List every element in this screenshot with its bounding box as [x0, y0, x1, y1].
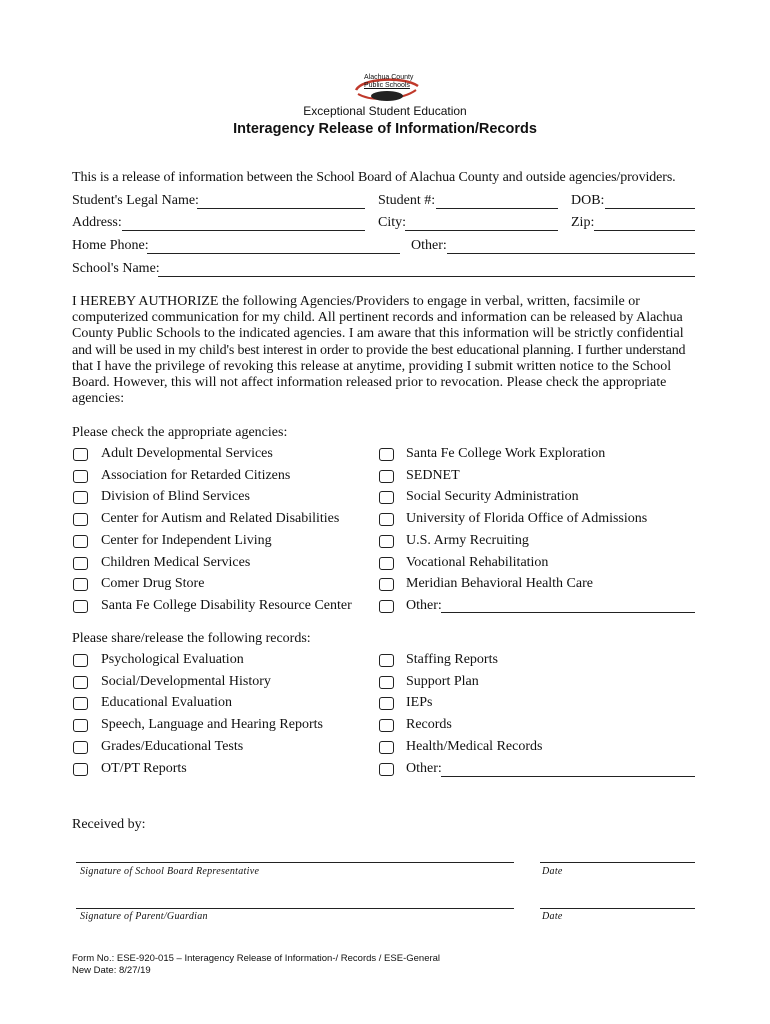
- agencies-heading: Please check the appropriate agencies:: [72, 425, 288, 440]
- record-checkbox[interactable]: [379, 719, 394, 732]
- agency-label: Santa Fe College Work Exploration: [406, 446, 606, 461]
- authorization-paragraph: [72, 294, 685, 407]
- dob-field[interactable]: [605, 208, 695, 209]
- zip-label: Zip:: [571, 215, 595, 230]
- student-number-field[interactable]: [436, 208, 558, 209]
- dob-label: DOB:: [571, 193, 605, 208]
- parent-date-line[interactable]: [540, 908, 695, 909]
- intro-text: This is a release of information between the School Board of Alachua County and outside agencies/providers.: [72, 170, 676, 185]
- rep-date-line[interactable]: [540, 862, 695, 863]
- agency-label: Santa Fe College Disability Resource Center: [101, 598, 352, 613]
- agency-label: Comer Drug Store: [101, 576, 205, 591]
- agency-label: Children Medical Services: [101, 555, 251, 570]
- agency-checkbox[interactable]: [73, 491, 88, 504]
- record-checkbox[interactable]: [379, 697, 394, 710]
- rep-signature-line[interactable]: [76, 862, 514, 863]
- other-contact-label: Other:: [411, 238, 447, 253]
- district-logo: [352, 74, 422, 104]
- form-date: New Date: 8/27/19: [72, 965, 151, 976]
- student-name-field[interactable]: [197, 208, 365, 209]
- agency-label: Association for Retarded Citizens: [101, 468, 291, 483]
- agency-checkbox[interactable]: [379, 491, 394, 504]
- record-checkbox[interactable]: [73, 676, 88, 689]
- record-label: Grades/Educational Tests: [101, 739, 244, 754]
- record-checkbox[interactable]: [379, 654, 394, 667]
- agency-checkbox[interactable]: [379, 557, 394, 570]
- record-label: Speech, Language and Hearing Reports: [101, 717, 323, 732]
- record-label: Support Plan: [406, 674, 479, 689]
- agency-label: SEDNET: [406, 468, 460, 483]
- parent-signature-caption: Signature of Parent/Guardian: [80, 911, 208, 922]
- address-label: Address:: [72, 215, 122, 230]
- records-heading: Please share/release the following records:: [72, 631, 311, 646]
- record-checkbox[interactable]: [73, 719, 88, 732]
- record-label: Psychological Evaluation: [101, 652, 244, 667]
- received-by-label: Received by:: [72, 817, 146, 832]
- record-checkbox[interactable]: [73, 763, 88, 776]
- school-name-label: School's Name:: [72, 261, 160, 276]
- home-phone-label: Home Phone:: [72, 238, 149, 253]
- rep-date-caption: Date: [542, 866, 563, 877]
- record-label: Records: [406, 717, 452, 732]
- agency-label: Social Security Administration: [406, 489, 579, 504]
- agency-label: University of Florida Office of Admissions: [406, 511, 648, 526]
- agency-label: Vocational Rehabilitation: [406, 555, 549, 570]
- agency-label: Center for Autism and Related Disabilities: [101, 511, 340, 526]
- record-checkbox[interactable]: [379, 676, 394, 689]
- page-title: Interagency Release of Information/Records: [233, 121, 537, 137]
- record-label: Social/Developmental History: [101, 674, 271, 689]
- agency-checkbox[interactable]: [73, 448, 88, 461]
- address-field[interactable]: [122, 230, 365, 231]
- record-other-field[interactable]: [441, 776, 695, 777]
- agency-checkbox[interactable]: [379, 535, 394, 548]
- logo-text-line1: Alachua County: [364, 74, 414, 81]
- agency-checkbox[interactable]: [73, 513, 88, 526]
- record-label: Staffing Reports: [406, 652, 498, 667]
- record-checkbox[interactable]: [379, 741, 394, 754]
- zip-field[interactable]: [594, 230, 695, 231]
- agency-other-field[interactable]: [441, 612, 695, 613]
- authorization-line: and will be used in my child's best interest in order to provide the best educational planning. I further understand: [72, 342, 686, 358]
- agency-checkbox[interactable]: [379, 600, 394, 613]
- agency-checkbox[interactable]: [73, 470, 88, 483]
- authorization-line: I HEREBY AUTHORIZE the following Agencies/Providers to engage in verbal, written, facsimile or: [72, 294, 640, 309]
- other-contact-field[interactable]: [447, 253, 695, 254]
- record-label: OT/PT Reports: [101, 761, 187, 776]
- agency-other-label: Other:: [406, 598, 442, 613]
- authorization-line: computerized communication for my child. All pertinent records and information can be released by Alachua: [72, 310, 683, 326]
- record-checkbox[interactable]: [73, 697, 88, 710]
- agency-checkbox[interactable]: [379, 448, 394, 461]
- form-number: Form No.: ESE-920-015 – Interagency Release of Information-/ Records / ESE-General: [72, 953, 441, 964]
- agency-checkbox[interactable]: [73, 600, 88, 613]
- record-label: Health/Medical Records: [406, 739, 543, 754]
- agency-label: Adult Developmental Services: [101, 446, 273, 461]
- home-phone-field[interactable]: [147, 253, 400, 254]
- agency-checkbox[interactable]: [73, 557, 88, 570]
- agency-label: U.S. Army Recruiting: [406, 533, 529, 548]
- agency-label: Division of Blind Services: [101, 489, 250, 504]
- logo-text-line2: Public Schools: [364, 82, 410, 89]
- authorization-line: Board. However, this will not affect information released prior to revocation. Please check the appropriate: [72, 375, 667, 391]
- authorization-line: County Public Schools to the indicated agencies. I am aware that this information will be strictly confidential: [72, 326, 684, 342]
- agency-checkbox[interactable]: [73, 578, 88, 591]
- record-checkbox[interactable]: [73, 654, 88, 667]
- record-label: IEPs: [406, 695, 433, 710]
- record-other-label: Other:: [406, 761, 442, 776]
- agency-checkbox[interactable]: [379, 470, 394, 483]
- authorization-line: that I have the privilege of revoking this release at anytime, providing I submit written notice to the School: [72, 358, 672, 374]
- record-label: Educational Evaluation: [101, 695, 233, 710]
- parent-date-caption: Date: [542, 911, 563, 922]
- city-label: City:: [378, 215, 407, 230]
- city-field[interactable]: [405, 230, 558, 231]
- student-number-label: Student #:: [378, 193, 436, 208]
- parent-signature-line[interactable]: [76, 908, 514, 909]
- agency-checkbox[interactable]: [379, 513, 394, 526]
- rep-signature-caption: Signature of School Board Representative: [80, 866, 260, 877]
- record-checkbox[interactable]: [73, 741, 88, 754]
- authorization-line: agencies:: [72, 391, 125, 407]
- agency-label: Center for Independent Living: [101, 533, 272, 548]
- school-name-field[interactable]: [158, 276, 695, 277]
- record-checkbox[interactable]: [379, 763, 394, 776]
- agency-label: Meridian Behavioral Health Care: [406, 576, 593, 591]
- agency-checkbox[interactable]: [379, 578, 394, 591]
- department-name: Exceptional Student Education: [303, 104, 467, 118]
- agency-checkbox[interactable]: [73, 535, 88, 548]
- student-name-label: Student's Legal Name:: [72, 193, 199, 208]
